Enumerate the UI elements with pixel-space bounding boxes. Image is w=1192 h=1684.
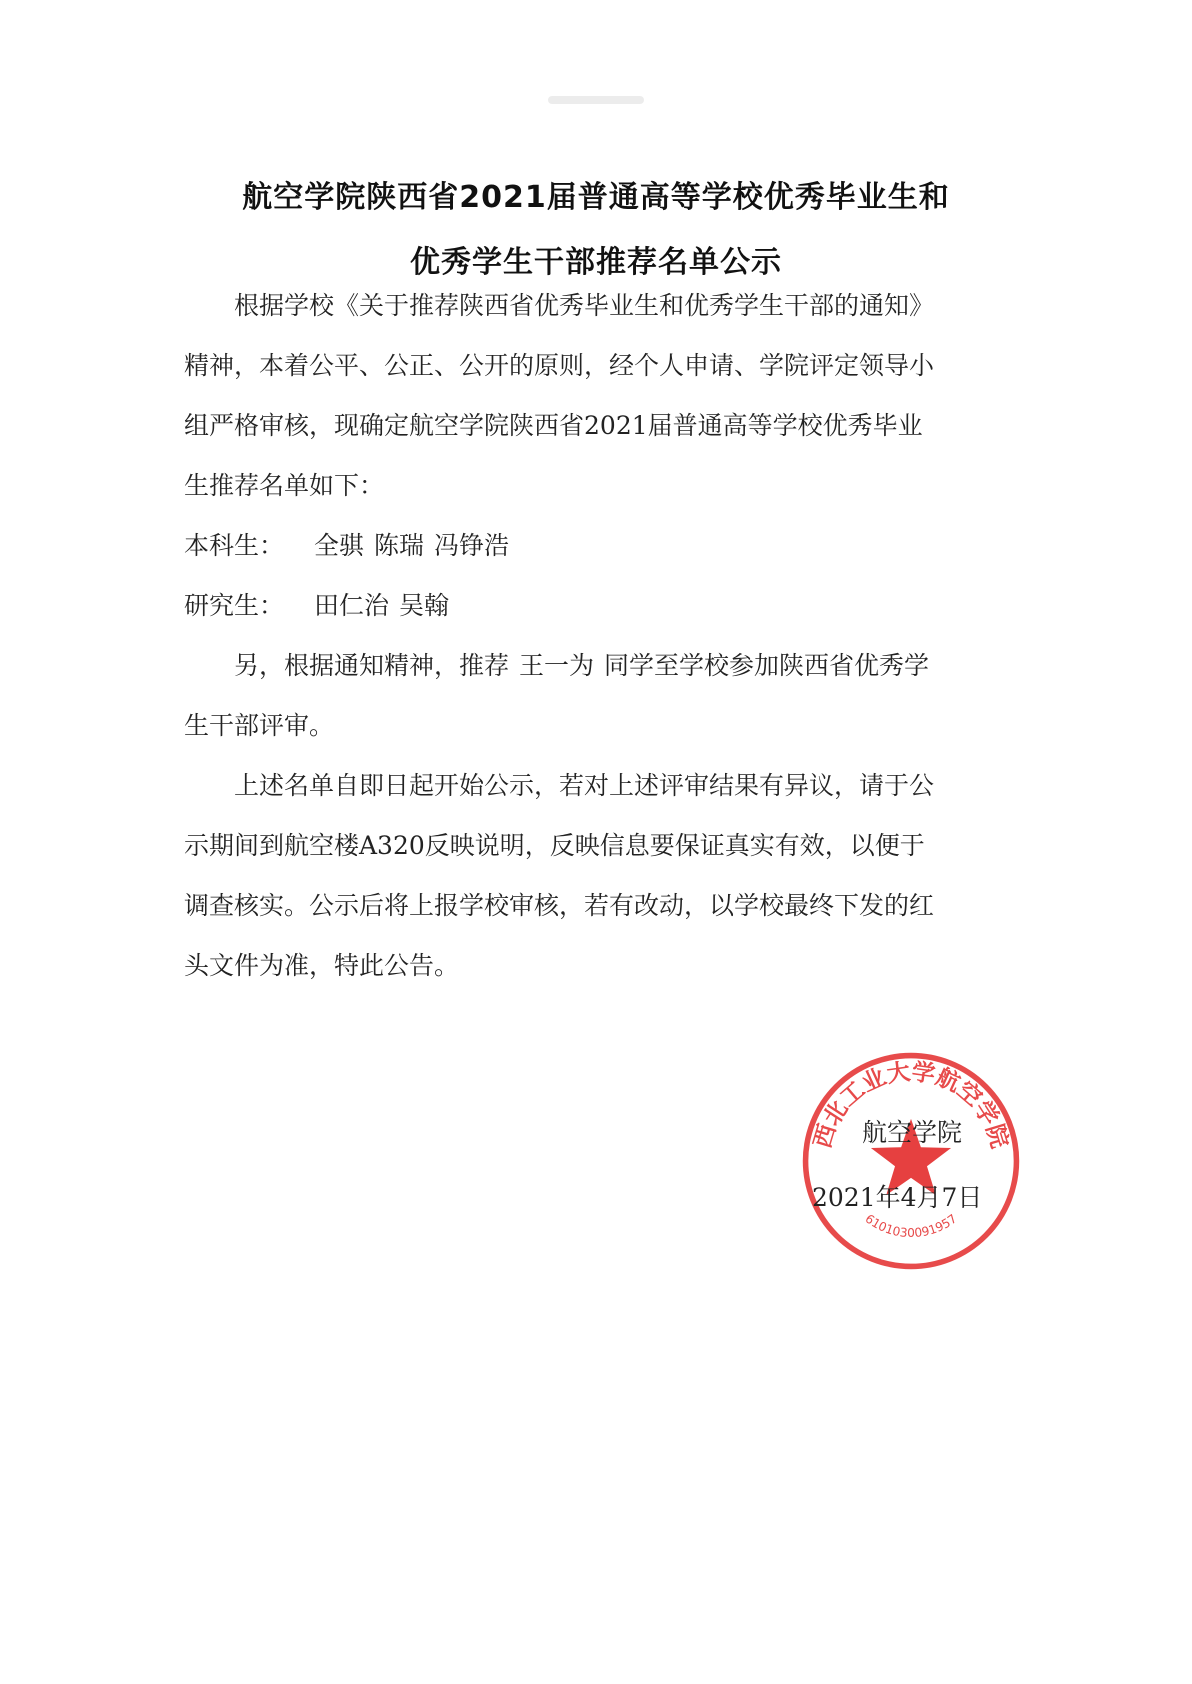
undergrad-label: 本科生： (184, 531, 285, 560)
para2-prefix: 另，根据通知精神，推荐 (234, 651, 510, 680)
para1-line-4: 生推荐名单如下： (184, 471, 385, 500)
para2-suffix: 同学至学校参加陕西省优秀学 (604, 651, 930, 680)
signature-department: 航空学院 (862, 1118, 963, 1147)
signature-date: 2021年4月7日 (812, 1183, 983, 1212)
graduate-name-2: 吴翰 (399, 591, 450, 620)
document-title-line-1: 航空学院陕西省2021届普通高等学校优秀毕业生和 (242, 180, 950, 215)
scan-artifact (548, 96, 644, 104)
document-title-line-2: 优秀学生干部推荐名单公示 (410, 245, 782, 280)
graduate-label: 研究生： (184, 591, 285, 620)
undergrad-list (184, 530, 509, 562)
undergrad-name-1: 全骐 (314, 531, 365, 560)
para1-line-1: 根据学校《关于推荐陕西省优秀毕业生和优秀学生干部的通知》 (234, 291, 935, 320)
para3-line-3: 调查核实。公示后将上报学校审核，若有改动，以学校最终下发的红 (184, 891, 935, 920)
para3-line-2: 示期间到航空楼A320反映说明，反映信息要保证真实有效，以便于 (184, 831, 925, 860)
para1-line-2: 精神，本着公平、公正、公开的原则，经个人申请、学院评定领导小 (184, 351, 935, 380)
para1-line-3: 组严格审核，现确定航空学院陕西省2021届普通高等学校优秀毕业 (184, 411, 923, 440)
undergrad-name-2: 陈瑞 (374, 531, 425, 560)
para2-recommended-name: 王一为 (519, 651, 595, 680)
seal-code: 6101030091957 (862, 1211, 960, 1241)
para2-line-2: 生干部评审。 (184, 711, 335, 740)
seal-ring-text: 西北工业大学航空学院 (808, 1058, 1014, 1152)
graduate-list (184, 590, 449, 622)
official-seal (800, 1050, 1022, 1272)
para3-line-1: 上述名单自即日起开始公示，若对上述评审结果有异议，请于公 (234, 771, 935, 800)
undergrad-name-3: 冯铮浩 (434, 531, 510, 560)
para2-line-1 (234, 650, 929, 682)
graduate-name-1: 田仁治 (314, 591, 390, 620)
para3-line-4: 头文件为准，特此公告。 (184, 951, 460, 980)
